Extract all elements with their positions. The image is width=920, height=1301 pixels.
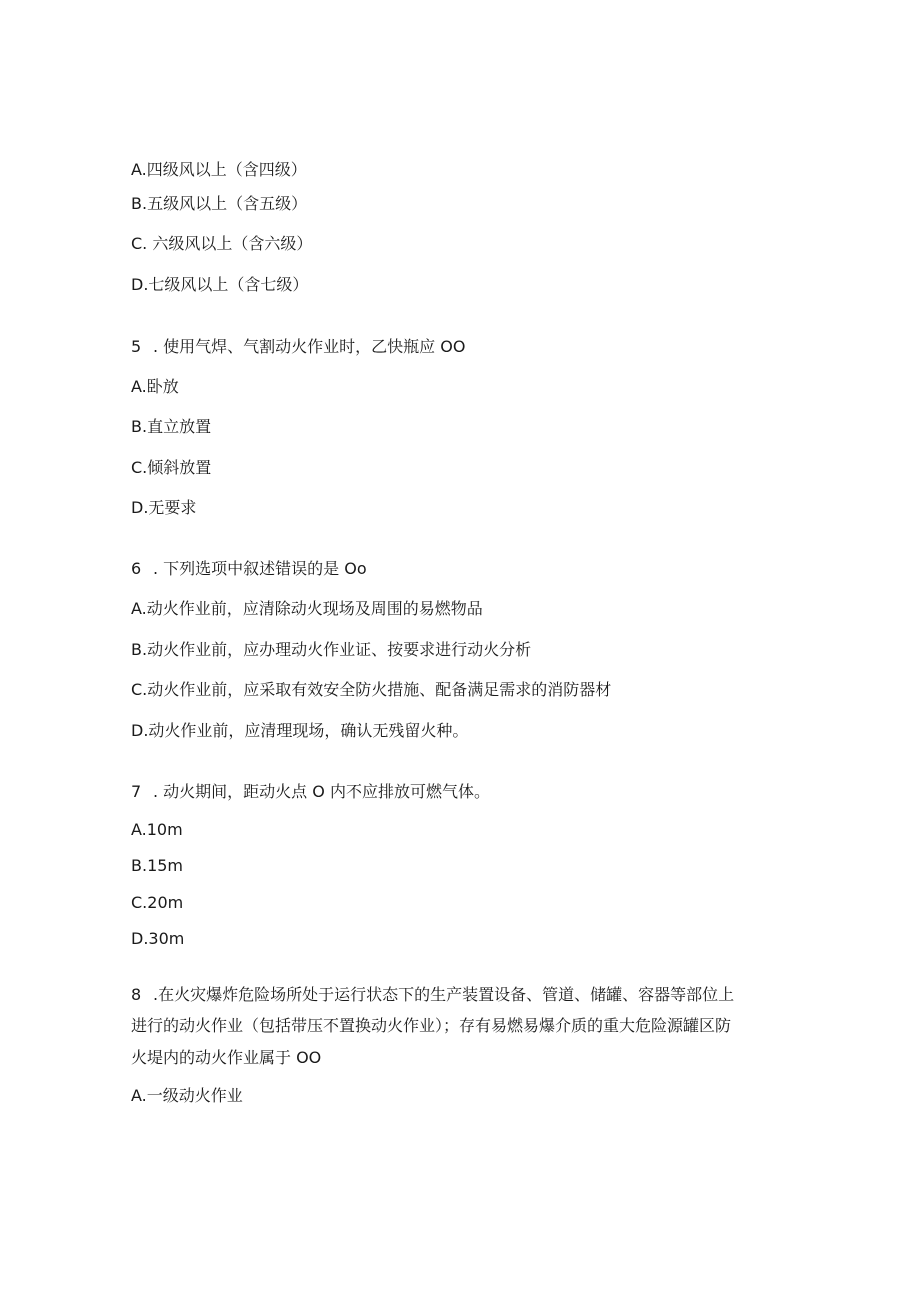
q5-stem-text: . 使用气焊、气割动火作业时，乙快瓶应 OO (153, 337, 466, 356)
q6-option-c: C.动火作业前，应采取有效安全防火措施、配备满足需求的消防器材 (131, 680, 612, 699)
q5-option-c: C.倾斜放置 (131, 458, 212, 477)
q7-number: 7 (131, 782, 142, 801)
q4-option-c: C. 六级风以上（含六级） (131, 234, 313, 253)
q6-option-b: B.动火作业前，应办理动火作业证、按要求进行动火分析 (131, 640, 532, 659)
q7-option-c: C.20m (131, 893, 184, 912)
q8-option-a: A.一级动火作业 (131, 1086, 243, 1105)
q5-option-a: A.卧放 (131, 377, 179, 396)
q5-number: 5 (131, 337, 142, 356)
q4-option-d: D.七级风以上（含七级） (131, 275, 309, 294)
q5-option-b: B.直立放置 (131, 417, 212, 436)
q6-stem-text: . 下列选项中叙述错误的是 Oo (153, 559, 367, 578)
q6-number: 6 (131, 559, 142, 578)
q7-option-a: A.10m (131, 820, 183, 839)
q7-option-b: B.15m (131, 856, 184, 875)
q5-option-d: D.无要求 (131, 498, 197, 517)
q4-option-b: B.五级风以上（含五级） (131, 194, 308, 213)
q6-option-a: A.动火作业前，应清除动火现场及周围的易燃物品 (131, 599, 483, 618)
q8-stem-line-2: 进行的动火作业（包括带压不置换动火作业）；存有易燃易爆介质的重大危险源罐区防 (131, 1016, 732, 1035)
q7-option-d: D.30m (131, 929, 185, 948)
q6-option-d: D.动火作业前，应清理现场，确认无残留火种。 (131, 721, 469, 740)
q8-stem-text-1: .在火灾爆炸危险场所处于运行状态下的生产装置设备、管道、储罐、容器等部位上 (153, 985, 735, 1004)
q7-stem (131, 782, 490, 802)
q8-stem-line-3: 火堤内的动火作业属于 OO (131, 1048, 322, 1067)
q6-stem (131, 559, 367, 579)
q4-option-a: A.四级风以上（含四级） (131, 160, 307, 179)
q8-number: 8 (131, 985, 142, 1004)
q5-stem (131, 337, 465, 357)
q7-stem-text: . 动火期间，距动火点 O 内不应排放可燃气体。 (153, 782, 490, 801)
q8-stem-line-1 (131, 985, 734, 1005)
